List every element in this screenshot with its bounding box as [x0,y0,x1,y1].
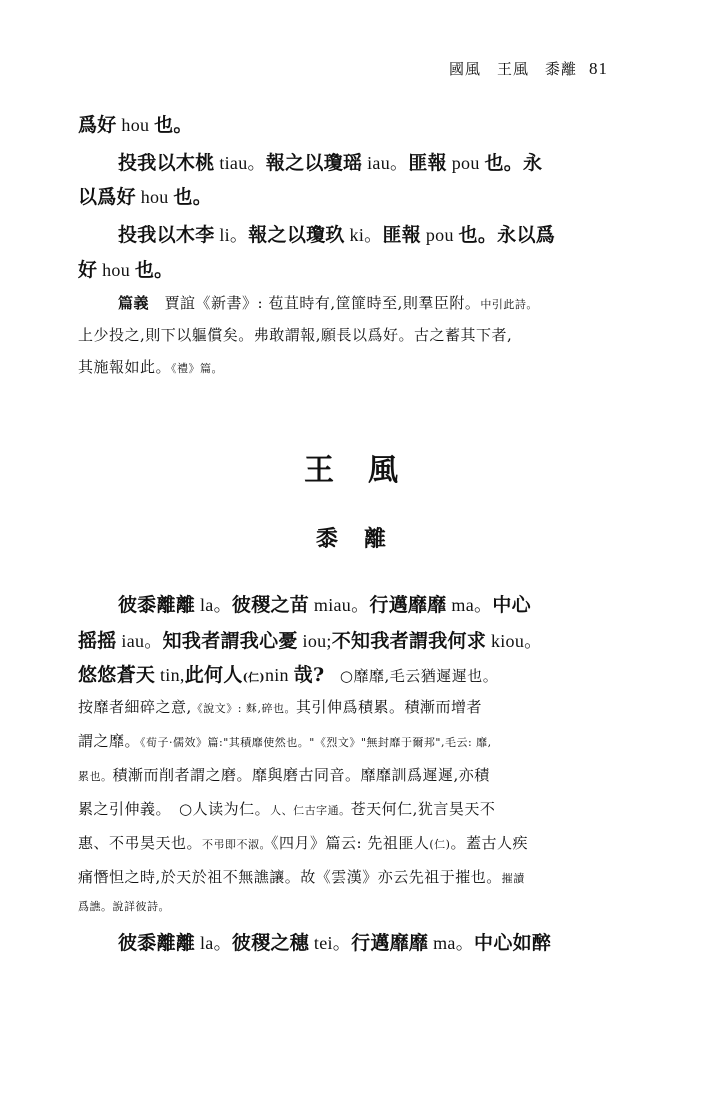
page-number: 81 [589,59,608,78]
verse-line: 彼黍離離 la。彼稷之穗 tei。行邁靡靡 ma。中心如醉 [118,932,552,954]
section-title: 王風 [304,453,432,488]
commentary-line: 謂之靡。《荀子·儒效》篇:"其積靡使然也。"《烈文》"無封靡于爾邦",毛云: 靡, [78,732,492,750]
verse-line: 爲好 hou 也。 [78,114,193,136]
verse-line: 悠悠蒼天 tin,此何人(仁)nin 哉? ○靡靡,毛云猶遲遲也。 [78,664,499,686]
commentary-line: 惠、不弔昊天也。不弔即不淑。《四月》篇云: 先祖匪人(仁)。蓋古人疾 [78,834,528,852]
verse-line: 摇摇 iau。知我者謂我心憂 iou;不知我者謂我何求 kiou。 [78,630,543,652]
commentary-line: 上少投之,則下以軀償矣。弗敢謂報,願長以爲好。古之蓄其下者, [78,326,513,344]
verse-line: 好 hou 也。 [78,259,174,281]
poem-title: 黍離 [315,526,412,552]
commentary-line: 爲譙。說詳彼詩。 [78,900,170,913]
commentary-line: 篇義 賈誼《新書》: 苞苴時有,筐篚時至,則羣臣附。中引此詩。 [118,294,538,312]
commentary-line: 痛憯怛之時,於天於祖不無譙讓。故《雲漢》亦云先祖于摧也。摧讀 [78,868,525,886]
verse-line: 彼黍離離 la。彼稷之苗 miau。行邁靡靡 ma。中心 [118,594,531,616]
verse-line: 以爲好 hou 也。 [78,186,213,208]
commentary-line: 累之引伸義。 ○人读为仁。人、仁古字通。苍天何仁,犹言昊天不 [78,800,496,818]
commentary-line: 其施報如此。《禮》篇。 [78,358,224,376]
verse-line: 投我以木李 li。報之以瓊玖 ki。匪報 pou 也。永以爲 [118,224,556,246]
commentary-line: 按靡者細碎之意,《說文》: 𪌗,碎也。其引伸爲積累。積漸而增者 [78,698,482,716]
running-head-title: 國風 王風 黍離 [448,60,577,78]
verse-line: 投我以木桃 tiau。報之以瓊瑶 iau。匪報 pou 也。永 [118,152,543,174]
running-head [449,58,608,79]
commentary-label: 篇義 [118,294,150,312]
commentary-line: 累也。積漸而削者謂之磨。靡與磨古同音。靡靡訓爲遲遲,亦積 [78,766,490,784]
